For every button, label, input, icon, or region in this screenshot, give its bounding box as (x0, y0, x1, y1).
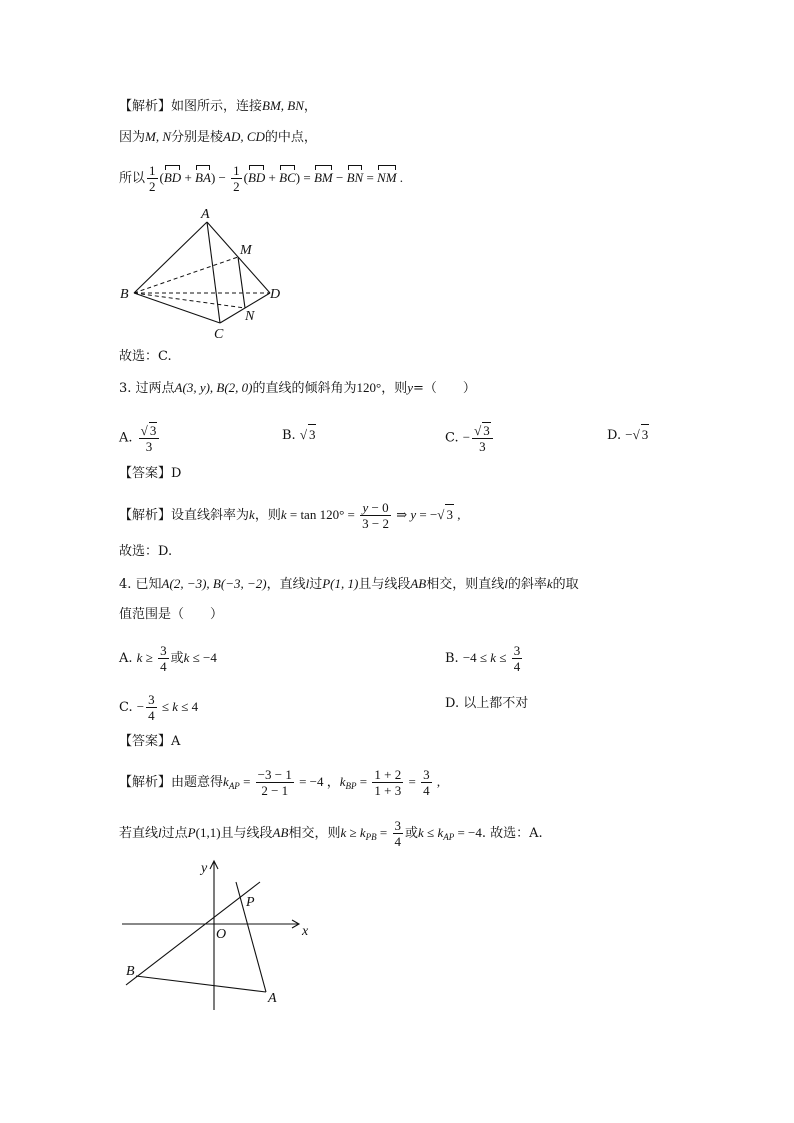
q4-option-a: A. k ≥ $\frac{3}{4}$ 或k ≤ −4 (119, 643, 217, 674)
tetrahedron-figure (112, 200, 292, 345)
q3-answer: 【答案】D (119, 466, 182, 481)
label-A: A (201, 207, 210, 222)
q3-option-a: A. $\frac{√ 3}{3}$ (119, 422, 161, 454)
label-C: C (214, 327, 224, 342)
axis-y-label: y (201, 861, 208, 876)
point-P-label: P (246, 895, 255, 910)
jiexi-tag: 【解析】 (119, 99, 172, 114)
label-B: B (120, 287, 129, 302)
q4-stem-line2: 值范围是（ ） (119, 607, 224, 622)
label-M: M (240, 243, 252, 258)
point-B-label: B (126, 964, 135, 979)
q2-jiexi-line2: 因为M, N分别是棱AD, CD的中点， (119, 129, 317, 145)
fraction-half: $\frac{1}{2}$ (149, 163, 156, 194)
origin-label: O (216, 927, 227, 942)
q4-jiexi-line2: 若直线l过点P(1,1)且与线段AB相交，则$k \ge k_{PB}$ = $\frac{3}{4}$ 或$k \le k_{AP} = -4$. 故选：A. (119, 818, 543, 849)
q4-answer: 【答案】A (119, 734, 181, 749)
q2-jiexi-line1: 【解析】如图所示，连接BM, BN， (119, 98, 317, 114)
q2-answer: 故选：C. (119, 349, 172, 364)
q4-option-b: B. −4 ≤ k ≤ $\frac{3}{4}$ (445, 643, 521, 674)
q3-final: 故选：D. (119, 544, 173, 559)
fraction-half: $\frac{1}{2}$ (233, 163, 240, 194)
label-N: N (245, 309, 255, 324)
point-A-label: A (268, 991, 277, 1006)
q3-option-c: C. − $\frac{√ 3}{3}$ (445, 422, 495, 454)
q3-option-b: B. √ 3 (282, 424, 316, 446)
q3-jiexi: 【解析】设直线斜率为k，则k = tan 120° = $\frac{y - 0}{3 - 2}$ ⇒ y = −√ 3 , (119, 500, 461, 531)
q3-stem: 3. 过两点A(3, y), B(2, 0)的直线的倾斜角为120°，则y=（ ） (119, 380, 476, 396)
q3-option-d: D. −√ 3 (607, 424, 649, 446)
label-D: D (270, 287, 281, 302)
coordinate-figure (112, 852, 312, 1017)
q4-option-c: C. − $\frac{3}{4}$ ≤ k ≤ 4 (119, 692, 199, 723)
q4-jiexi-line1: 【解析】由题意得$k_{AP}$ = $\frac{-3 - 1}{2 - 1}$ = −4 ，$k_{BP}$ = $\frac{1 + 2}{1 + 3}$ = $\frac{3}{4}$ , (119, 767, 441, 798)
q4-stem-line1: 4. 已知A(2, −3), B(−3, −2)，直线l过P(1, 1)且与线段AB相交，则直线l的斜率k的取 (119, 576, 579, 592)
axis-x-label: x (302, 924, 309, 939)
q4-option-d: D. 以上都不对 (445, 696, 529, 711)
q2-vector-equation: 所以 $\frac{1}{2}$ (BD + BA) − $\frac{1}{2}$ (BD + BC) = BM − BN = NM . (119, 163, 404, 194)
